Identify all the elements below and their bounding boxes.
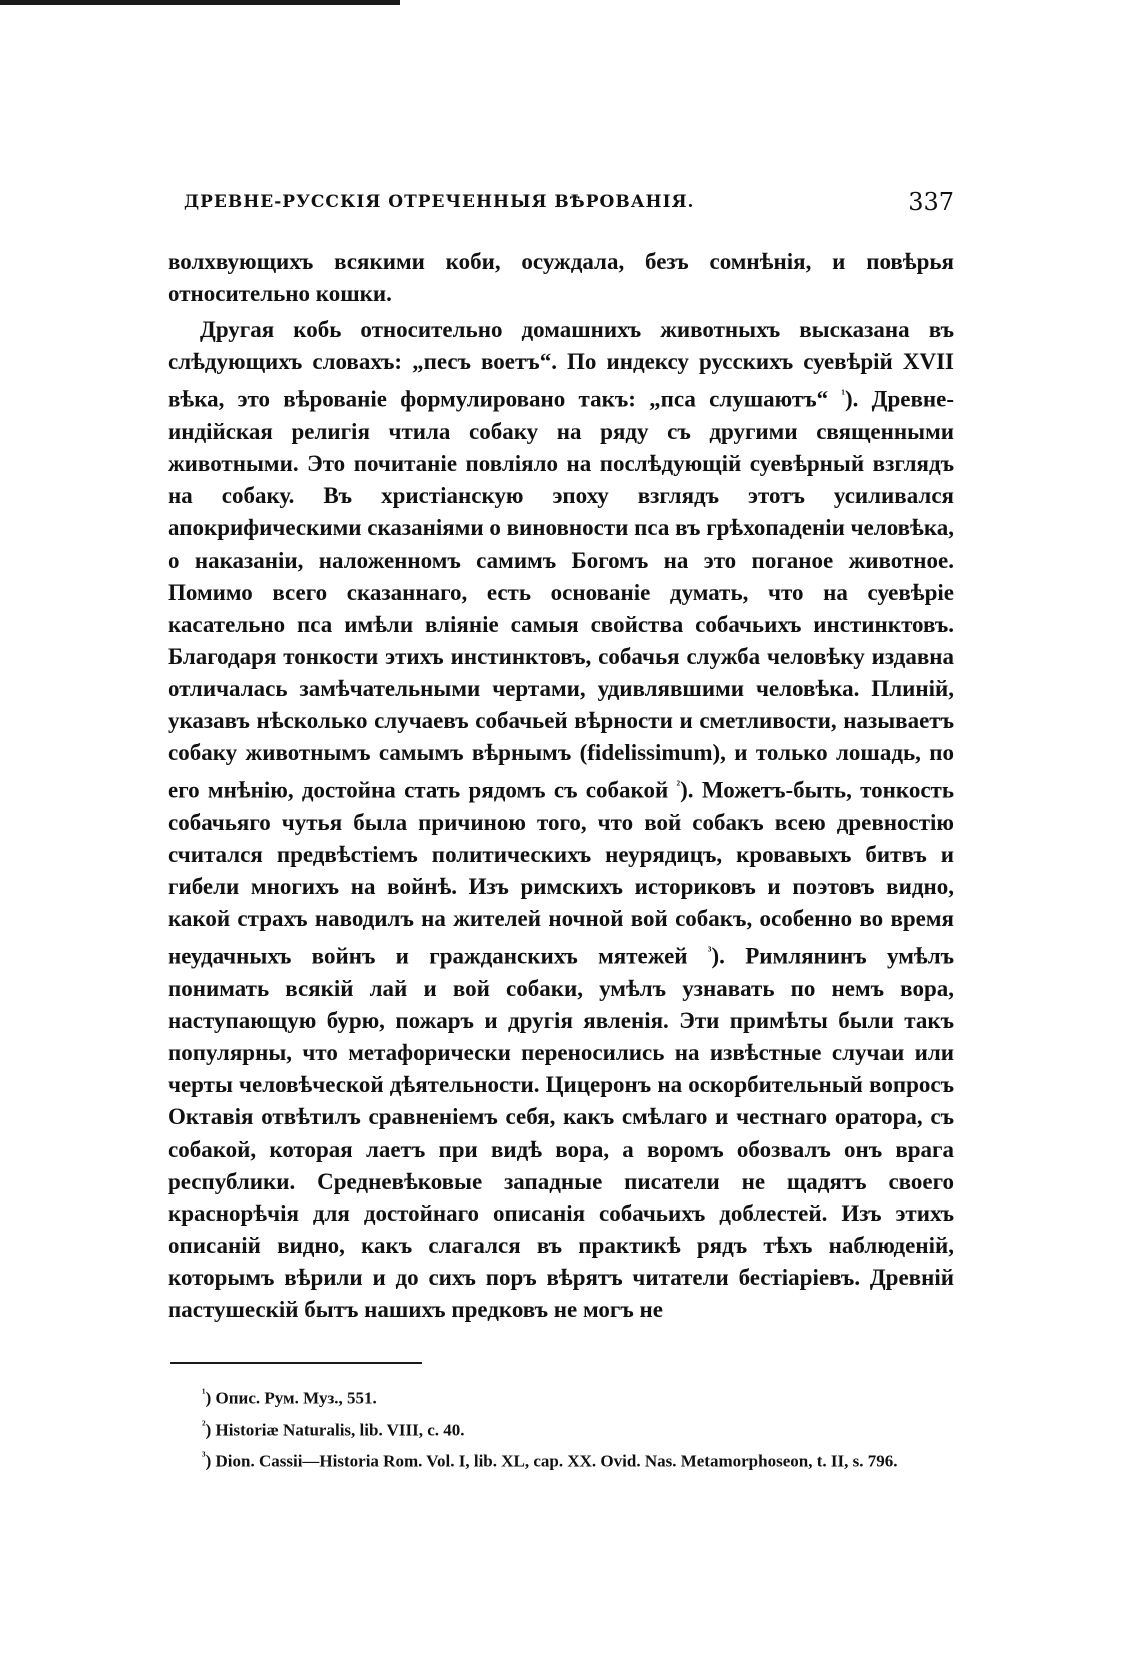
- page-header: [170, 188, 954, 222]
- footnote-1: [170, 1380, 954, 1412]
- footnotes: [170, 1380, 954, 1475]
- footnote-mark: ³: [202, 1449, 206, 1464]
- footnote-mark: ²: [202, 1417, 206, 1432]
- footnote-ref-3: ³: [707, 944, 712, 959]
- footnote-text: ) Historiæ Naturalis, lib. VIII, c. 40.: [205, 1420, 465, 1440]
- footnote-mark: ¹: [202, 1386, 206, 1400]
- paragraph-2-part-2: ). Древне-индійская религія чтила собаку на ряду съ другими священными животными. Это почитаніе повліяло на послѣдующій суевѣрный взглядъ на собаку. Въ христіанскую эпоху взглядъ этотъ усиливался апокрифическими сказаніями о виновности пса въ грѣхопаденіи человѣка, о наказаніи, наложенномъ самимъ Богомъ на это поганое животное. Помимо всего сказаннаго, есть основаніе думать, что на суевѣріе касательно пса имѣли вліяніе самыя свойства собачьихъ инстинктовъ. Благодаря тонкости этихъ инстинктовъ, собачья служба человѣку издавна отличалась замѣчательными чертами, удивлявшими человѣка. Плиній, указавъ нѣсколько случаевъ собачьей вѣрности и сметливости, называетъ собаку животнымъ самымъ вѣрнымъ (fidelissimum), и только лошадь, по его мнѣнію, достойна стать рядомъ съ собакой: [168, 387, 954, 803]
- main-text: [168, 246, 954, 1326]
- footnote-separator: [170, 1362, 422, 1364]
- paragraph-2: [168, 314, 954, 1326]
- paragraph-2-part-4: ). Римлянинъ умѣлъ понимать всякій лай и вой собаки, умѣлъ узнавать по немъ вора, наступающую бурю, пожаръ и другія явленія. Эти примѣты были такъ популярны, что метафорически переносились на извѣстные случаи или черты человѣческой дѣятельности. Цицеронъ на оскорбительный вопросъ Октавія отвѣтилъ сравненіемъ себя, какъ смѣлаго и честнаго оратора, съ собакой, которая лаетъ при видѣ вора, а воромъ обозвалъ онъ врага республики. Средневѣковые западные писатели не щадятъ своего краснорѣчія для достойнаго описанія собачьихъ доблестей. Изъ этихъ описаній видно, какъ слагался въ практикѣ рядъ тѣхъ наблюденій, которымъ вѣрили и до сихъ поръ вѣрятъ читатели бестіаріевъ. Древній пастушескій бытъ нашихъ предковъ не могъ не: [168, 943, 955, 1322]
- page-number: 337: [908, 188, 954, 216]
- footnote-text: ) Dion. Cassii—Historia Rom. Vol. I, lib. XL, cap. XX. Ovid. Nas. Metamorphoseon, t. II, s. 796.: [205, 1451, 898, 1471]
- footnote-text: ) Опис. Рум. Муз., 551.: [205, 1388, 377, 1408]
- top-border-rule: [0, 0, 400, 5]
- footnote-3: [170, 1443, 954, 1475]
- paragraph-1: волхвующихъ всякими коби, осуждала, безъ сомнѣнія, и повѣрья относительно кошки.: [168, 249, 954, 307]
- footnote-ref-1: ¹: [841, 387, 845, 402]
- running-title: ДРЕВНЕ-РУССКІЯ ОТРЕЧЕННЫЯ ВѢРОВАНІЯ.: [184, 192, 695, 212]
- footnote-2: [170, 1412, 954, 1444]
- paragraph-2-part-3: ). Можетъ-быть, тонкость собачьяго чутья была причиною того, что вой собакъ всею древностію считался предвѣстіемъ политическихъ неурядицъ, кровавыхъ битвъ и гибели многихъ на войнѣ. Изъ римскихъ историковъ и поэтовъ видно, какой страхъ наводилъ на жителей ночной вой собакъ, особенно во время неудачныхъ войнъ и гражданскихъ мятежей: [168, 777, 954, 969]
- footnote-ref-2: ²: [676, 778, 681, 793]
- paragraph-2-part-1: Другая кобь относительно домашнихъ животныхъ высказана въ слѣдующихъ словахъ: „песъ воетъ“. По индексу русскихъ суевѣрій XVII вѣка, это вѣрованіе формулировано такъ: „пса слушаютъ“: [168, 317, 954, 413]
